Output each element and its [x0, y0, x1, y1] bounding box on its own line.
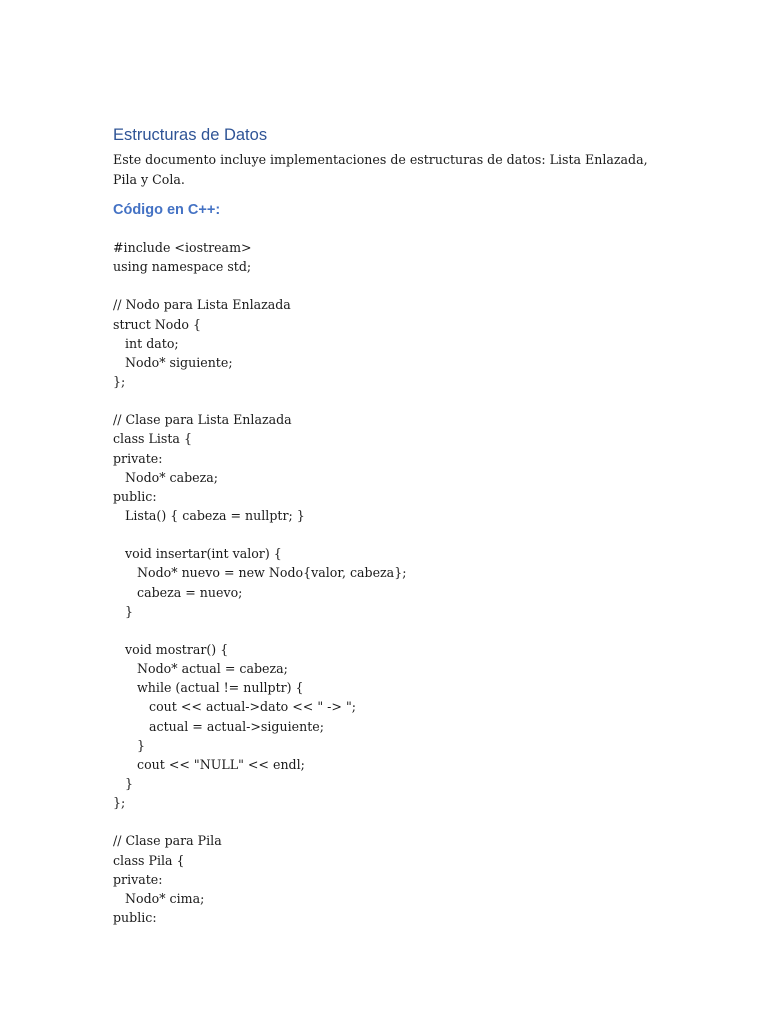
code-line: class Lista {: [113, 431, 192, 447]
code-section-heading: Código en C++:: [113, 202, 221, 218]
code-line: while (actual != nullptr) {: [113, 680, 304, 696]
intro-paragraph: Este documento incluye implementaciones de estructuras de datos: Lista Enlazada, Pila y Cola.: [113, 152, 648, 187]
code-line: struct Nodo {: [113, 316, 202, 332]
code-line: }: [113, 603, 134, 619]
code-line: }: [113, 775, 134, 791]
code-line: // Clase para Lista Enlazada: [113, 412, 292, 428]
code-line: cabeza = nuevo;: [113, 584, 243, 600]
document-body: [113, 124, 653, 927]
code-line: private:: [113, 871, 163, 887]
code-line: #include <iostream>: [113, 240, 252, 255]
code-line: }: [113, 737, 146, 753]
code-line: Nodo* siguiente;: [113, 354, 233, 370]
code-line: Nodo* nuevo = new Nodo{valor, cabeza};: [113, 565, 407, 581]
code-line: private:: [113, 450, 163, 466]
code-line: Nodo* cima;: [113, 890, 205, 906]
code-line: actual = actual->siguiente;: [113, 718, 324, 734]
code-line: void mostrar() {: [113, 641, 229, 657]
code-line: class Pila {: [113, 852, 185, 868]
code-line: int dato;: [113, 335, 179, 351]
code-line: // Clase para Pila: [113, 833, 222, 849]
code-line: public:: [113, 488, 157, 504]
code-line: // Nodo para Lista Enlazada: [113, 297, 291, 313]
code-line: [113, 276, 653, 295]
code-line: Nodo* cabeza;: [113, 469, 219, 485]
code-line: Nodo* actual = cabeza;: [113, 661, 288, 677]
code-line: };: [113, 373, 126, 389]
code-line: [113, 621, 653, 640]
code-line: using namespace std;: [113, 259, 252, 275]
code-line: cout << "NULL" << endl;: [113, 756, 305, 772]
code-line: cout << actual->dato << " -> ";: [113, 699, 356, 715]
code-line: [113, 391, 653, 410]
code-line: void insertar(int valor) {: [113, 546, 282, 562]
code-line: public:: [113, 909, 157, 925]
code-line: [113, 525, 653, 544]
code-block: [113, 238, 653, 927]
document-title: Estructuras de Datos: [113, 126, 268, 144]
code-line: [113, 812, 653, 831]
code-line: };: [113, 795, 126, 811]
code-line: Lista() { cabeza = nullptr; }: [113, 507, 305, 523]
